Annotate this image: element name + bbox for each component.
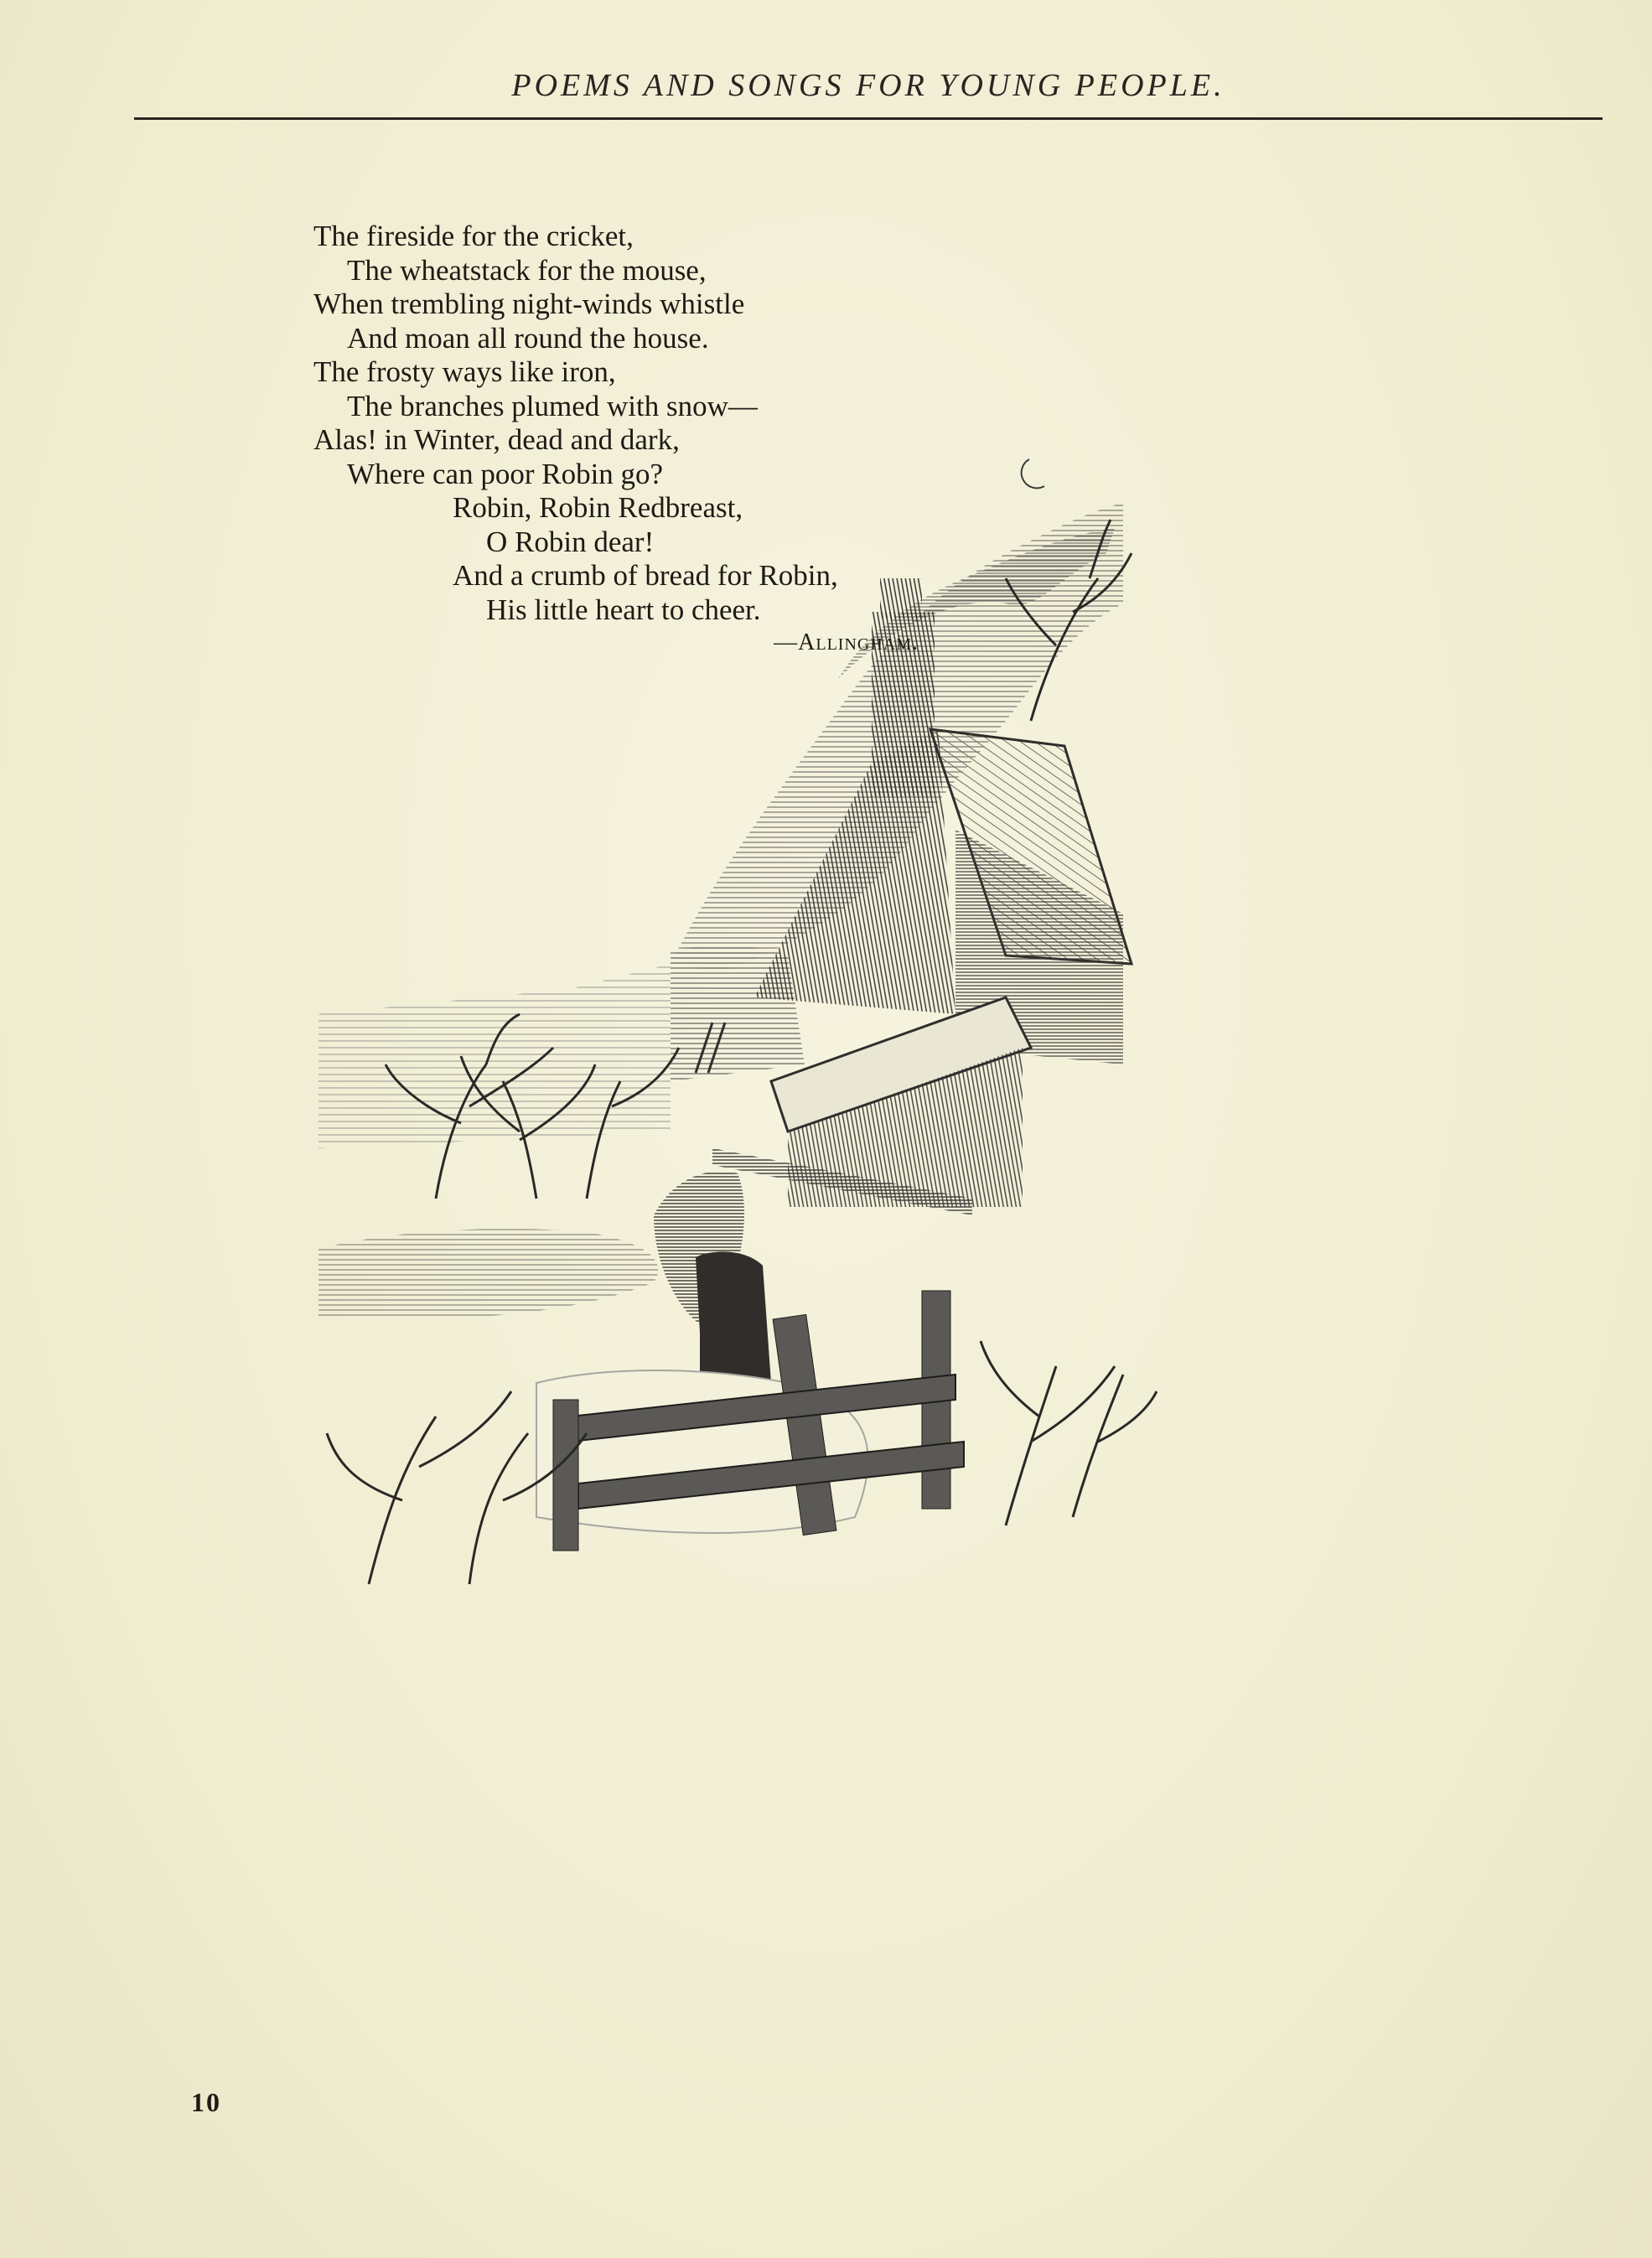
poem-line: Alas! in Winter, dead and dark,: [313, 423, 680, 456]
poem-stanza: [313, 220, 950, 627]
poem-line: Where can poor Robin go?: [347, 457, 664, 490]
poem-attribution: —Allingham.: [774, 629, 919, 655]
poem-line: The frosty ways like iron,: [313, 355, 616, 388]
poem-refrain-line: His little heart to cheer.: [486, 593, 761, 626]
poem-line: The branches plumed with snow—: [347, 389, 758, 422]
running-title: POEMS AND SONGS FOR YOUNG PEOPLE.: [511, 68, 1225, 103]
poem-refrain-line: Robin, Robin Redbreast,: [453, 491, 743, 524]
poem-line: And moan all round the house.: [347, 321, 709, 355]
poem-refrain-line: And a crumb of bread for Robin,: [453, 559, 838, 592]
poem-line: The fireside for the cricket,: [313, 220, 634, 252]
header-rule: [134, 117, 1603, 120]
poem-refrain-line: O Robin dear!: [486, 525, 655, 558]
page-number: 10: [191, 2087, 221, 2117]
poem-line: The wheatstack for the mouse,: [347, 253, 707, 287]
crescent-moon: [1022, 459, 1044, 488]
frozen-pond: [318, 1229, 658, 1319]
distant-field: [318, 964, 671, 1148]
poem-line: When trembling night-winds whistle: [313, 287, 745, 320]
